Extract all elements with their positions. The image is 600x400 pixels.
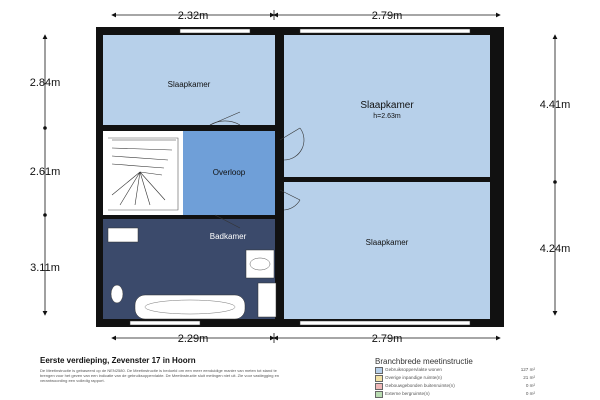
- legend-value: 0 m²: [525, 383, 535, 388]
- legend-swatch: [375, 367, 383, 374]
- legend-swatch: [375, 391, 383, 398]
- floor-description: De Meetinstructie is gebaseerd op de NEN2580. De Meetinstructie is bedoeld om een meer eenduidige manier van meten tot stand te brengen voor het geven van een indicatie van de gebruiksoppervlakte. De Meetinstructie sluit metingen niet uit. Zie voor vastlegging en verantwoording een volledig rapport.: [40, 368, 280, 383]
- dim-top-left: 2.32m: [177, 10, 209, 22]
- legend-label: Externe bergruimte(n): [385, 391, 430, 396]
- bathtub-icon: [135, 295, 245, 319]
- legend-label: Gebruiksoppervlakte wonen: [385, 367, 442, 372]
- legend-title: Branchbrede meetinstructie: [375, 357, 473, 366]
- legend-value: 21 m²: [523, 375, 535, 380]
- legend-swatch: [375, 375, 383, 382]
- legend-row: [375, 382, 535, 390]
- dim-bottom-left: 2.29m: [177, 333, 209, 345]
- legend-label: Gebouwgebonden buitenruimte(n): [385, 383, 455, 388]
- label-bathroom: Badkamer: [209, 232, 247, 241]
- legend-label: Overige inpandige ruimte(n): [385, 375, 442, 380]
- label-landing: Overloop: [212, 168, 246, 177]
- label-bedroom-top-left: Slaapkamer: [167, 80, 211, 89]
- toilet-icon: [111, 285, 123, 303]
- shower-icon: [258, 283, 276, 317]
- label-bedroom-top-right: Slaapkamer: [360, 100, 414, 111]
- legend-value: 127 m²: [520, 367, 535, 372]
- room-bedroom-bottom-right: [284, 182, 490, 319]
- staircase: [103, 131, 183, 215]
- legend-value: 0 m²: [525, 391, 535, 396]
- legend-row: [375, 374, 535, 382]
- dim-left-bottom: 3.11m: [30, 262, 60, 274]
- label-ceiling-height: h=2.63m: [373, 113, 401, 120]
- legend-row: [375, 390, 535, 398]
- label-bedroom-bottom-right: Slaapkamer: [365, 238, 409, 247]
- legend-swatch: [375, 383, 383, 390]
- dim-bottom-right: 2.79m: [371, 333, 403, 345]
- dim-top-right: 2.79m: [371, 10, 403, 22]
- legend-row: [375, 366, 535, 374]
- dim-left-top: 2.84m: [29, 77, 61, 89]
- dim-right-bottom: 4.24m: [539, 243, 571, 255]
- floor-title: Eerste verdieping, Zevenster 17 in Hoorn: [40, 356, 196, 365]
- dim-left-middle: 2.61m: [29, 166, 61, 178]
- dim-right-top: 4.41m: [539, 99, 571, 111]
